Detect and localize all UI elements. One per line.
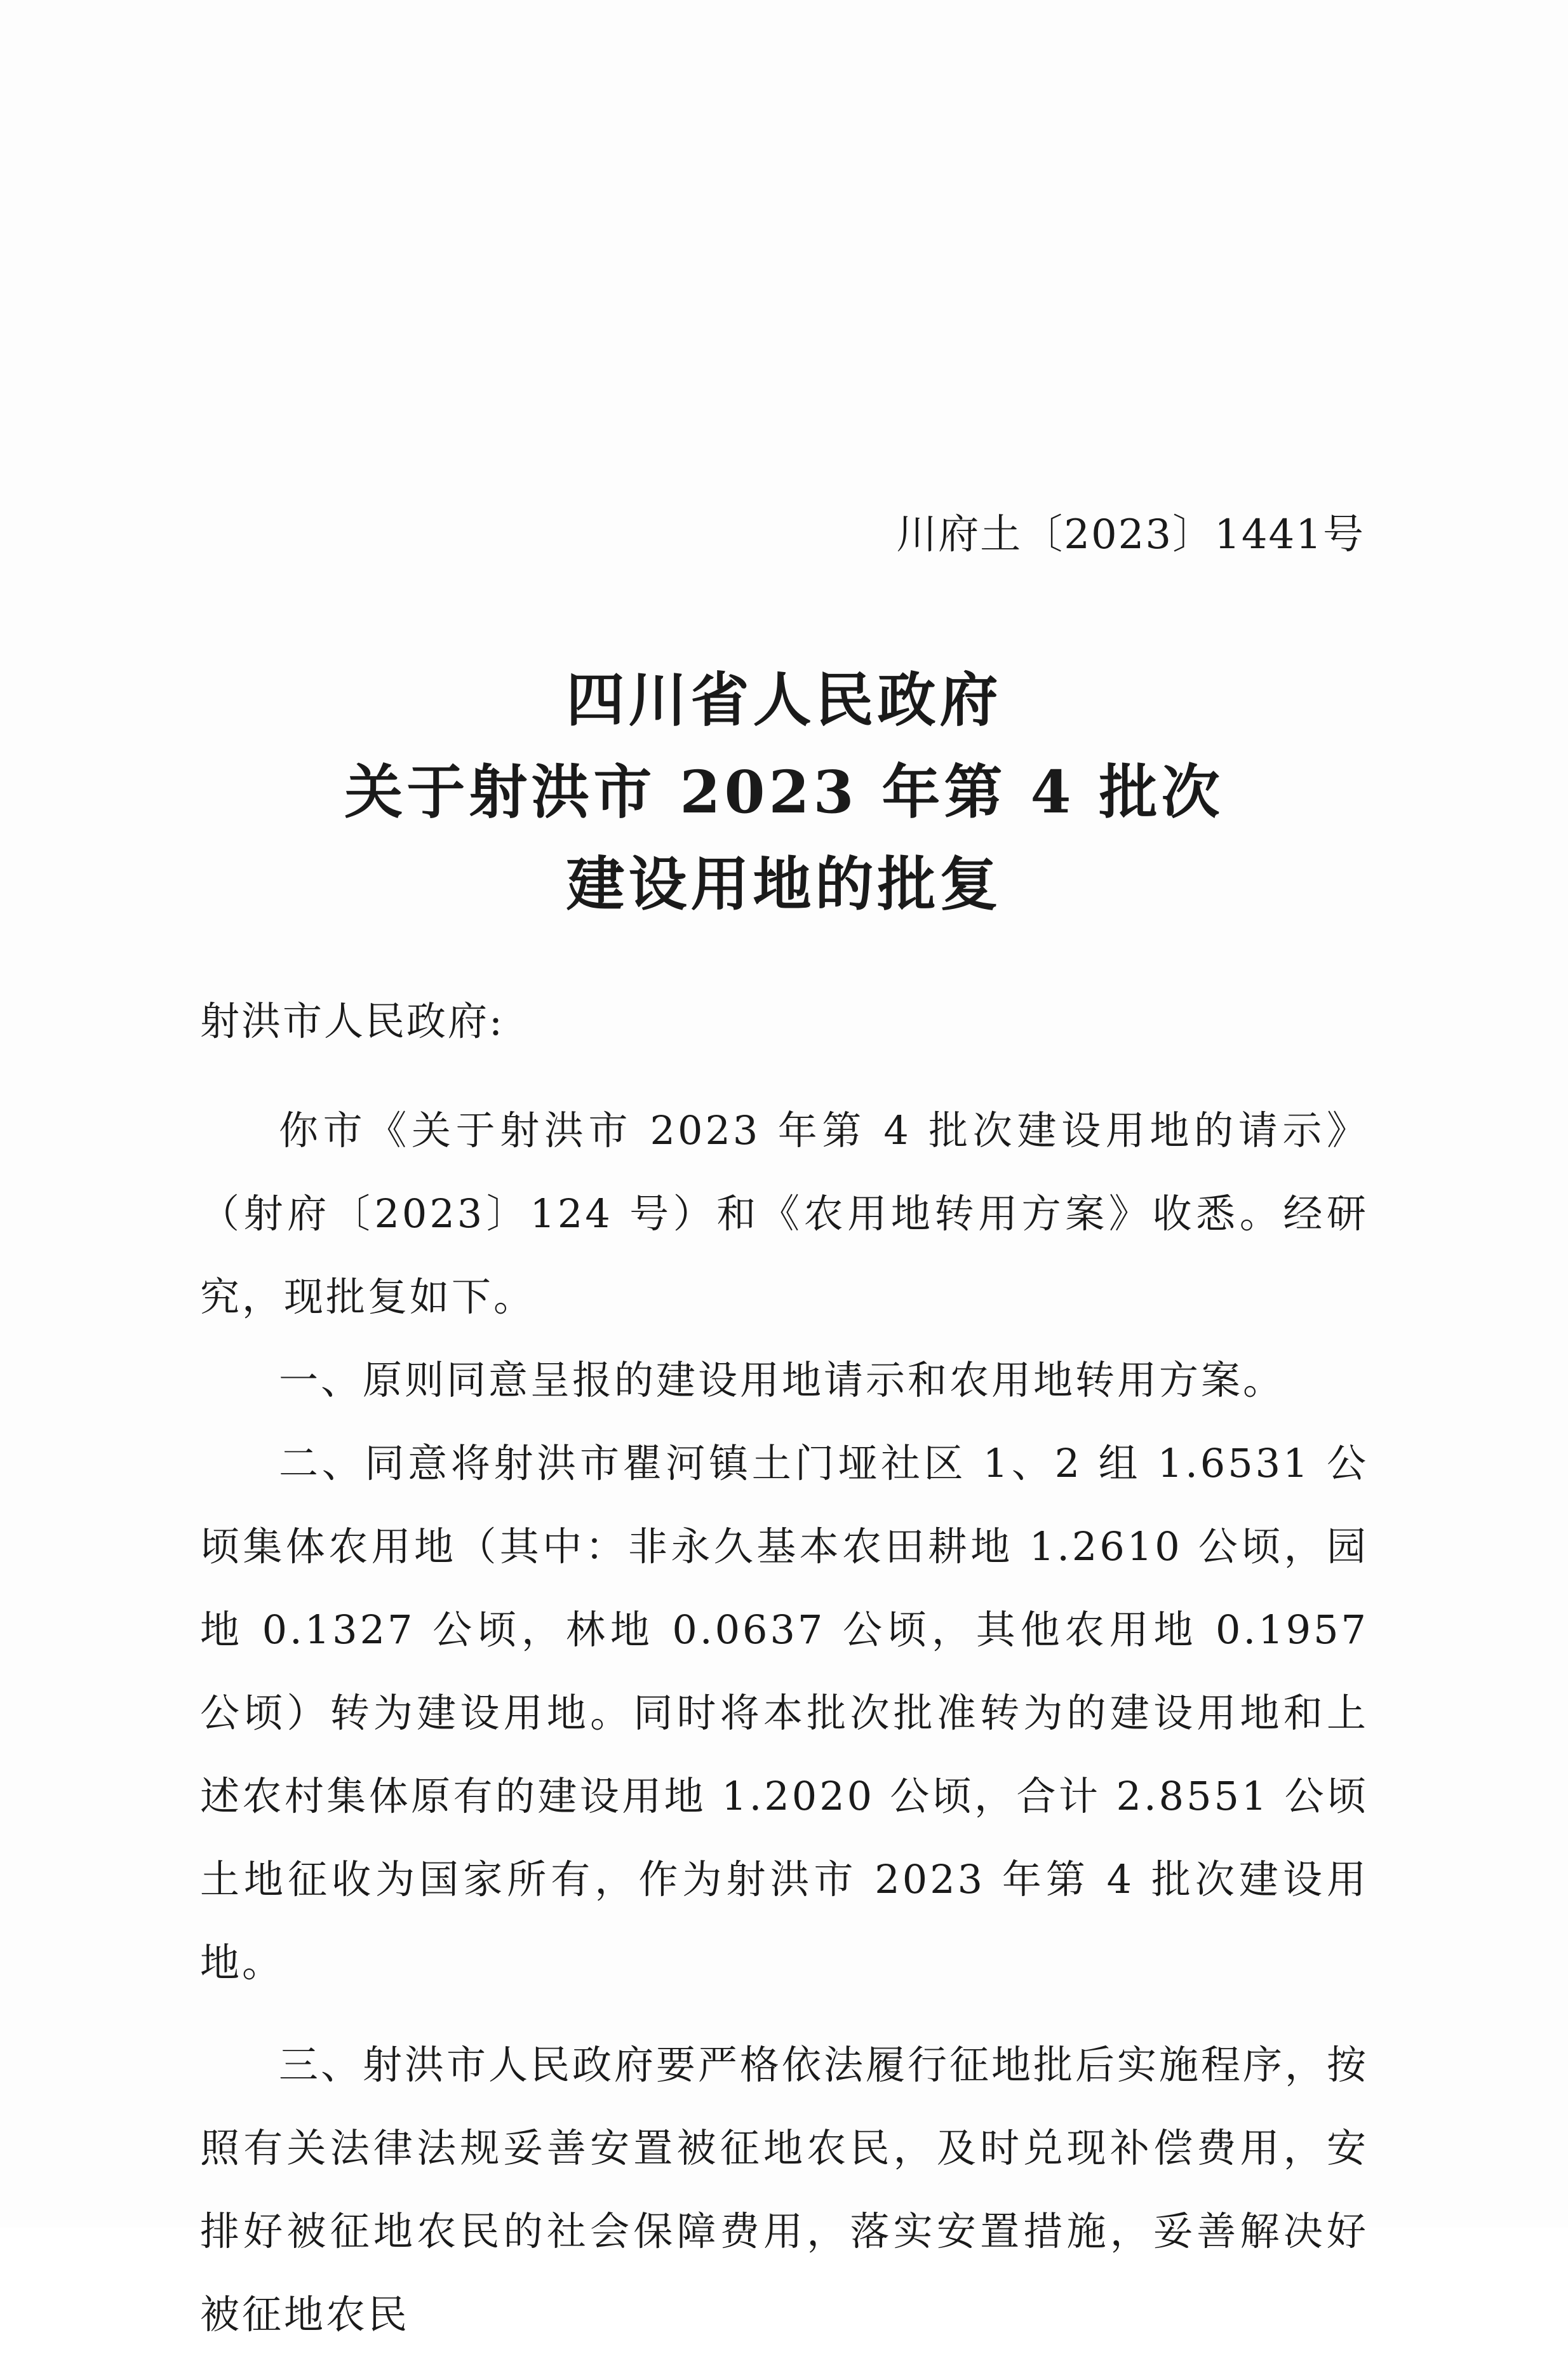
- document-body: [200, 991, 1369, 2356]
- document-title: [0, 654, 1568, 931]
- document-number: 川府土〔2023〕1441号: [896, 511, 1365, 558]
- title-line: 关于射洪市 2023 年第 4 批次: [344, 758, 1224, 826]
- paragraph-intro: 你市《关于射洪市 2023 年第 4 批次建设用地的请示》（射府〔2023〕124 号）和《农用地转用方案》收悉。经研究，现批复如下。: [200, 1107, 1369, 1320]
- paragraph-section-two: 二、同意将射洪市瞿河镇土门垭社区 1、2 组 1.6531 公顷集体农用地（其中：非永久基本农田耕地 1.2610 公顷，园地 0.1327 公顷，林地 0.0637 公顷，其他农用地 0.1957 公顷）转为建设用地。同时将本批次批准转为的建设用地和上述农村集体原有的建设用地 1.2020 公顷，合计 2.8551 公顷土地征收为国家所有，作为射洪市 2023 年第 4 批次建设用地。: [200, 1440, 1369, 1986]
- title-line: 四川省人民政府: [566, 666, 1002, 734]
- paragraph-section-one: 一、原则同意呈报的建设用地请示和农用地转用方案。: [279, 1357, 1285, 1403]
- title-line: 建设用地的批复: [566, 850, 1002, 919]
- paragraph-section-three: 三、射洪市人民政府要严格依法履行征地批后实施程序，按照有关法律法规妥善安置被征地农民，及时兑现补偿费用，安排好被征地农民的社会保障费用，落实安置措施，妥善解决好被征地农民: [200, 2042, 1369, 2338]
- addressee: 射洪市人民政府:: [200, 998, 504, 1044]
